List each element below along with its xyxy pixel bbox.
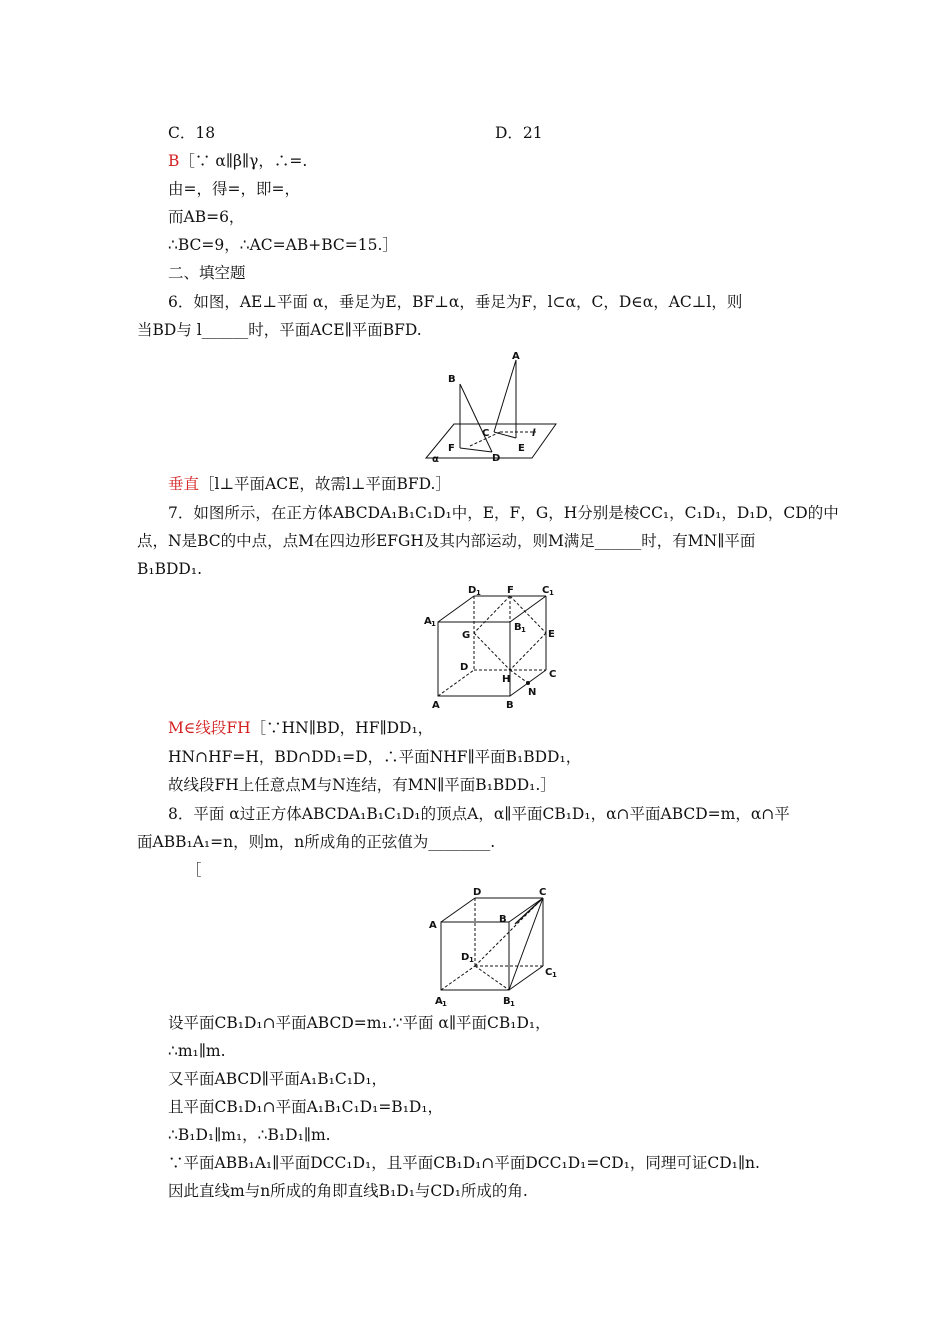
question-7-line-2: 点，N是BC的中点，点M在四边形EFGH及其内部运动，则M满足______时，有MN∥平面 [137,532,756,550]
figure-cube-efgh [418,582,568,712]
fig1-label-d: D [492,453,501,464]
solution-line: ∴B₁D₁∥m₁，∴B₁D₁∥m. [168,1126,331,1144]
solution-line: ∴BC=9，∴AC=AB+BC=15.］ [168,236,398,254]
answer-key: 垂直 [168,475,200,493]
fig2-label-d: D [460,662,469,673]
figure-planes [420,348,560,466]
option-c: C．18 [168,124,216,142]
figure-cube-cb1d1 [425,884,565,1008]
answer-key: B [168,152,180,170]
question-6-line-1: 6．如图，AE⊥平面 α，垂足为E，BF⊥α，垂足为F，l⊂α，C，D∈α，AC⊥l，则 [168,293,743,311]
fig1-label-alpha: α [432,454,439,465]
solution-line: 且平面CB₁D₁∩平面A₁B₁C₁D₁=B₁D₁， [168,1098,444,1116]
fig2-label-b: B [506,700,514,711]
fig2-label-a: A [432,700,440,711]
fig1-label-e: E [518,443,525,454]
fig3-label-c1: C [545,967,553,978]
solution-line: HN∩HF=H，BD∩DD₁=D，∴平面NHF∥平面B₁BDD₁， [168,748,582,766]
fig2-sub: 1 [431,620,436,628]
question-7-line-1: 7．如图所示，在正方体ABCDA₁B₁C₁D₁中，E，F，G，H分别是棱CC₁，C₁D₁，D₁D，CD的中 [168,504,839,522]
solution-line: 故线段FH上任意点M与N连结，有MN∥平面B₁BDD₁.］ [168,776,556,794]
fig1-label-l: l [532,428,536,439]
solution-line: ∴m₁∥m. [168,1042,226,1060]
option-d: D．21 [495,124,543,142]
fig2-sub: 1 [549,589,554,597]
answer-line-1 [168,151,307,171]
fig2-label-a1: A [424,616,432,627]
fig2-label-h: H [502,674,511,685]
question-8-line-2: 面ABB₁A₁=n，则m，n所成角的正弦值为________. [137,833,496,851]
solution-line: 而AB=6， [168,208,245,226]
fig3-label-b1: B [503,996,511,1007]
fig3-label-a1: A [435,996,443,1007]
fig3-label-c: C [539,887,547,898]
question-7-line-3: B₁BDD₁. [137,560,202,578]
fig1-label-f: F [448,443,455,454]
answer-text: ［∵HN∥BD，HF∥DD₁， [250,719,434,737]
section-heading: 二、填空题 [168,264,246,282]
answer-line-3 [168,718,433,738]
fig3-label-b: B [499,914,507,925]
fig1-label-a: A [512,351,520,362]
fig3-sub: 1 [442,1000,447,1008]
fig2-label-e: E [548,629,555,640]
solution-line: 因此直线m与n所成的角即直线B₁D₁与CD₁所成的角. [168,1182,528,1200]
fig2-label-g: G [462,630,471,641]
solution-line: ∵平面ABB₁A₁∥平面DCC₁D₁，且平面CB₁D₁∩平面DCC₁D₁=CD₁，同理可证CD₁∥n. [168,1154,760,1172]
answer-text: ［l⊥平面ACE，故需l⊥平面BFD.］ [199,475,451,493]
fig1-label-c: C [482,428,490,439]
solution-line: 由=，得=，即=， [168,180,300,198]
solution-line: 设平面CB₁D₁∩平面ABCD=m₁.∵平面 α∥平面CB₁D₁， [168,1014,551,1032]
fig2-label-b1: B [514,622,522,633]
question-8-line-1: 8．平面 α过正方体ABCDA₁B₁C₁D₁的顶点A，α∥平面CB₁D₁，α∩平面ABCD=m，α∩平 [168,805,790,823]
fig3-sub: 1 [469,956,474,964]
fig3-label-d: D [473,887,482,898]
answer-key: M∈线段FH [168,719,251,737]
question-6-line-2: 当BD与 l______时，平面ACE∥平面BFD. [137,321,422,339]
answer-line-2 [168,474,451,494]
fig2-sub: 1 [521,626,526,634]
fig3-sub: 1 [552,971,557,979]
answer-text: ［∵ α∥β∥γ，∴=. [179,152,308,170]
fig2-label-f: F [507,585,514,596]
fig2-label-c1: C [542,585,550,596]
fig1-label-b: B [448,374,456,385]
fig2-label-n: N [528,687,537,698]
solution-bracket: ［ [186,861,202,879]
solution-line: 又平面ABCD∥平面A₁B₁C₁D₁， [168,1070,388,1088]
fig3-sub: 1 [510,1000,515,1008]
fig3-label-d1: D [461,952,470,963]
fig2-label-d1: D [468,585,477,596]
fig3-label-a: A [429,920,437,931]
fig2-label-c: C [549,669,557,680]
fig2-sub: 1 [476,589,481,597]
